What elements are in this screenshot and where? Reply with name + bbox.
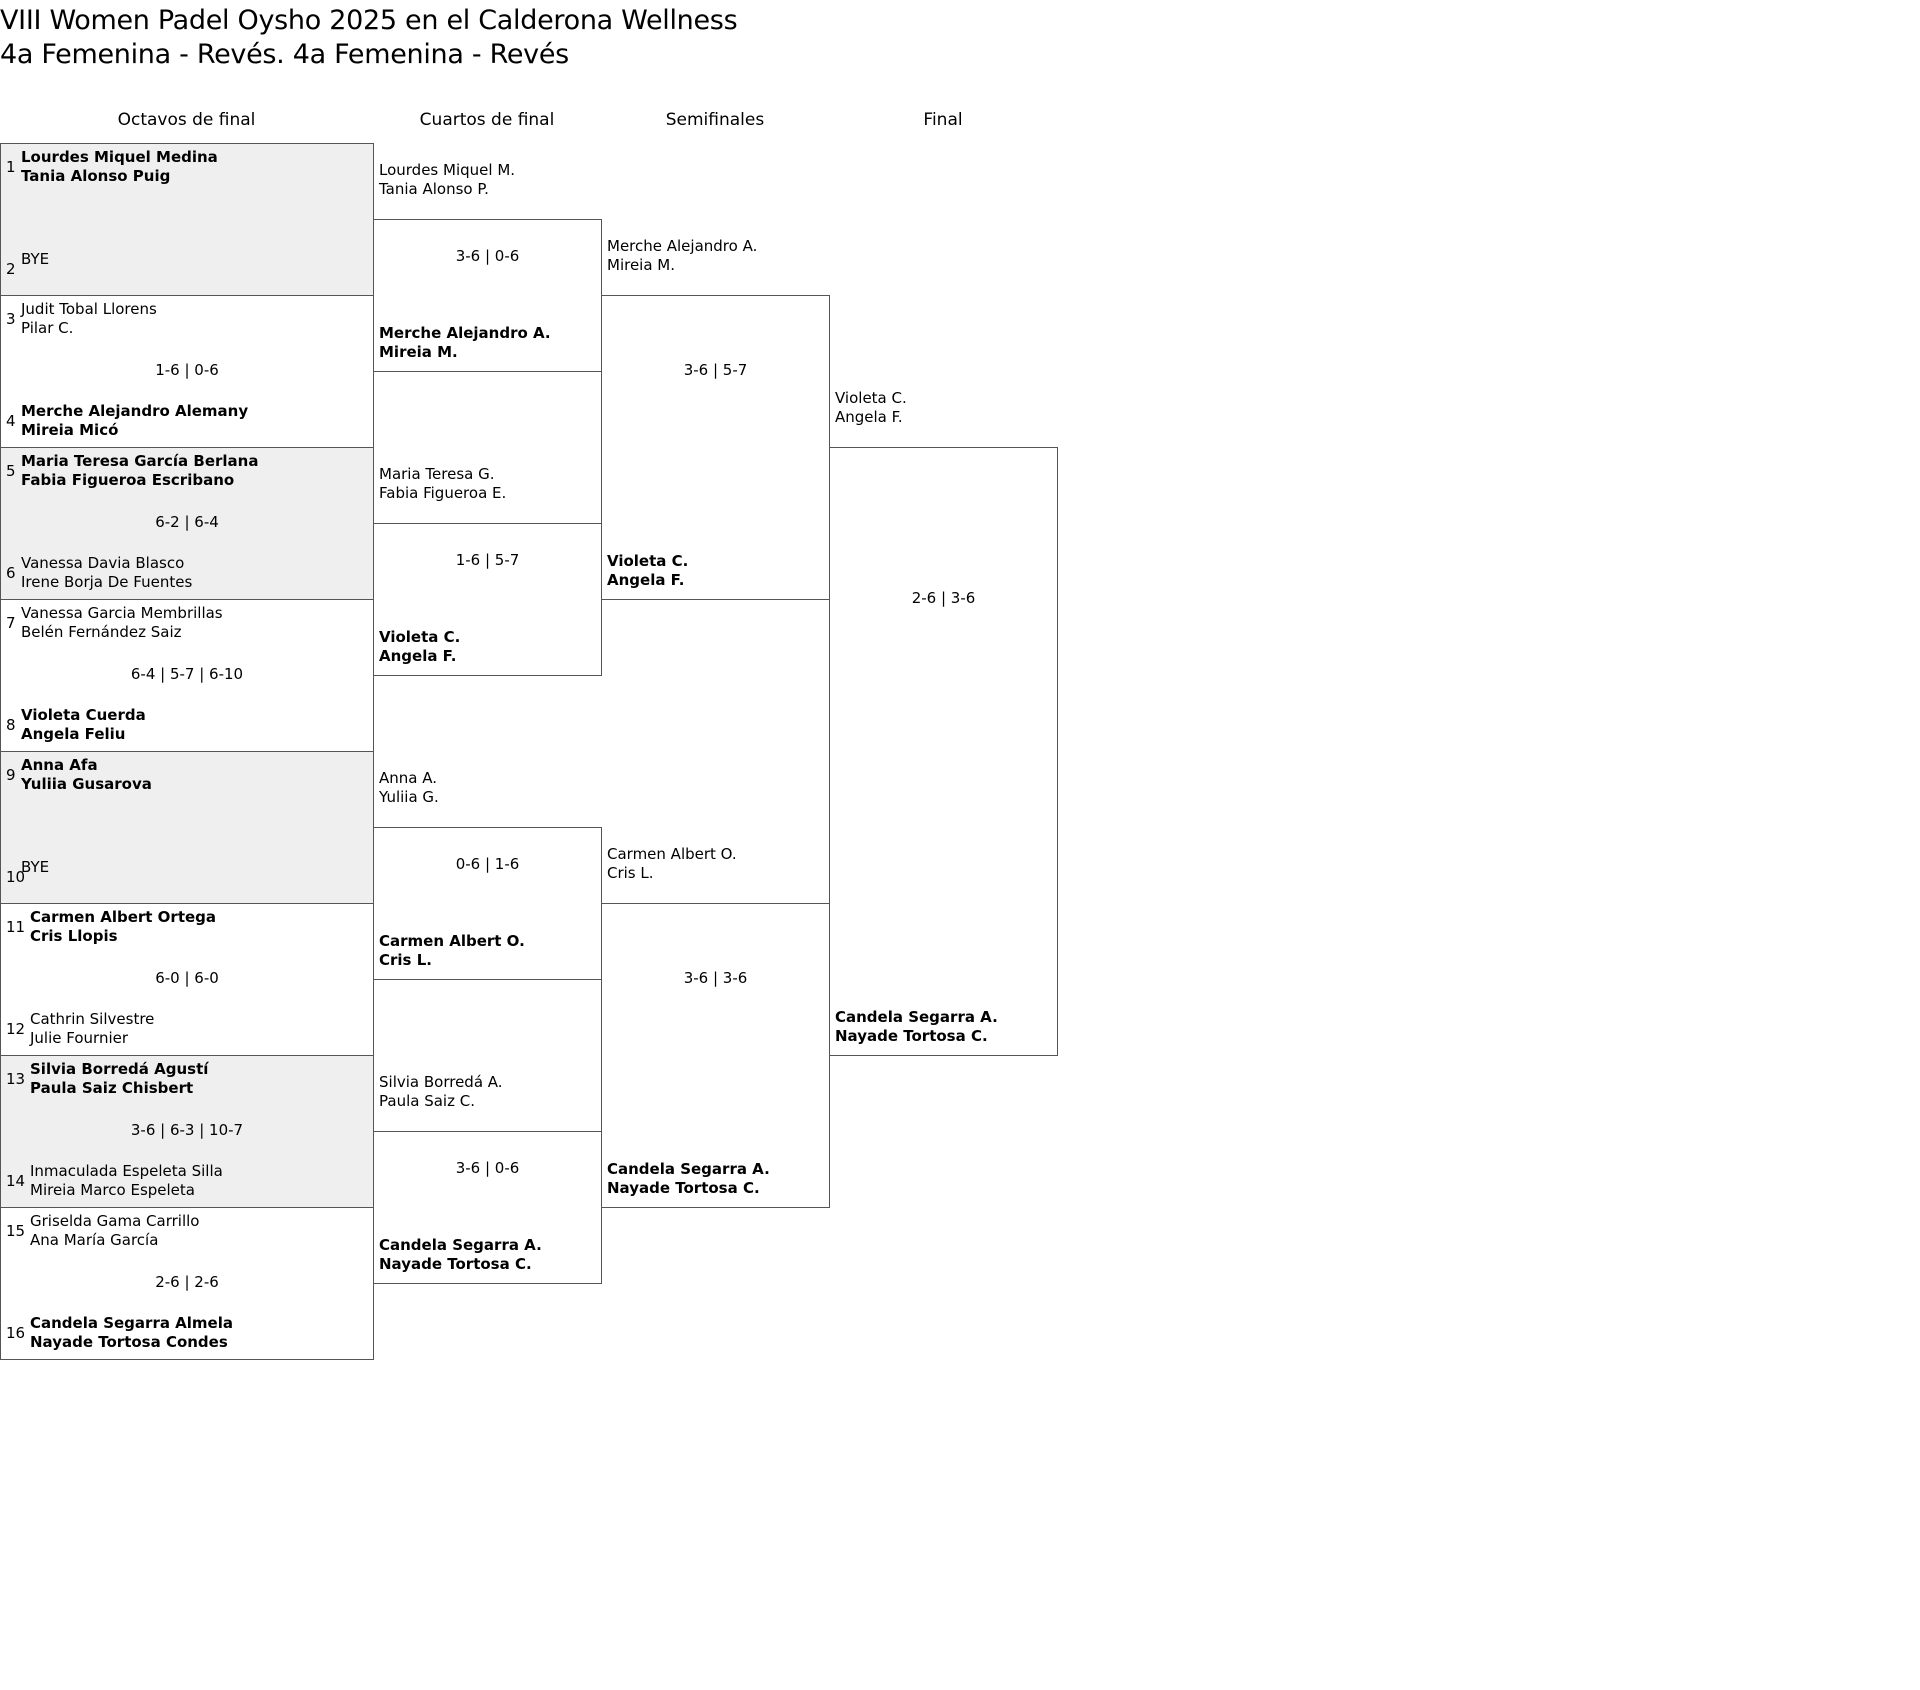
match-score: 3-6 | 0-6: [455, 1159, 520, 1177]
player-name: Julie Fournier: [30, 1029, 129, 1047]
team-bottom: [379, 324, 551, 362]
page-title: [0, 4, 737, 72]
team-top: [379, 465, 506, 503]
player-name: Maria Teresa G.: [379, 465, 495, 483]
player-name: Nayade Tortosa C.: [607, 1179, 760, 1197]
player-name: [21, 269, 49, 288]
player-name: Paula Saiz Chisbert: [30, 1079, 194, 1097]
match-score: 3-6 | 3-6: [683, 969, 748, 987]
match-score: 6-4 | 5-7 | 6-10: [130, 665, 244, 683]
round-header-sf: Semifinales: [665, 110, 765, 130]
player-name: Anna A.: [379, 769, 438, 787]
match-score: 1-6 | 0-6: [155, 361, 219, 379]
match-score: 6-0 | 6-0: [155, 969, 219, 987]
team-bottom: [21, 402, 248, 440]
player-name: Inmaculada Espeleta Silla: [30, 1162, 223, 1180]
team-top: [607, 845, 737, 883]
team-top: [379, 1073, 503, 1111]
player-name: Nayade Tortosa C.: [379, 1255, 532, 1273]
player-name: Angela F.: [835, 408, 903, 426]
player-name: Mireia M.: [379, 343, 458, 361]
player-name: BYE: [21, 858, 50, 876]
team-bottom: [30, 1010, 154, 1048]
player-name: Merche Alejandro Alemany: [21, 402, 249, 420]
seed-number: 4: [6, 412, 16, 430]
team-top: [21, 452, 258, 490]
seed-number: 5: [6, 462, 16, 480]
player-name: Tania Alonso P.: [379, 180, 489, 198]
team-bottom: [607, 1160, 770, 1198]
player-name: BYE: [21, 250, 50, 268]
team-top: [21, 300, 157, 338]
seed-number: 6: [6, 564, 16, 582]
team-bottom: [21, 554, 192, 592]
team-bottom: [379, 1236, 542, 1274]
player-name: Violeta C.: [607, 552, 689, 570]
player-name: Merche Alejandro A.: [607, 237, 758, 255]
seed-number: 15: [6, 1222, 26, 1240]
player-name: Candela Segarra A.: [835, 1008, 998, 1026]
player-name: Anna Afa: [21, 756, 98, 774]
team-bottom: [30, 1162, 223, 1200]
team-top: [30, 1212, 199, 1250]
team-bottom: [21, 858, 49, 896]
player-name: Silvia Borredá Agustí: [30, 1060, 209, 1078]
seed-number: 9: [6, 766, 16, 784]
seed-number: 10: [6, 868, 26, 886]
player-name: Pilar C.: [21, 319, 74, 337]
player-name: Lourdes Miquel Medina: [21, 148, 218, 166]
match-score: 3-6 | 6-3 | 10-7: [130, 1121, 244, 1139]
player-name: Maria Teresa García Berlana: [21, 452, 259, 470]
team-bottom: [21, 706, 146, 744]
player-name: Violeta Cuerda: [21, 706, 146, 724]
seed-number: 3: [6, 310, 16, 328]
player-name: [21, 877, 49, 896]
match-score: 0-6 | 1-6: [455, 855, 520, 873]
round-header-qf: Cuartos de final: [419, 110, 555, 130]
player-name: Violeta C.: [379, 628, 461, 646]
player-name: Cris L.: [607, 864, 654, 882]
player-name: Candela Segarra A.: [379, 1236, 542, 1254]
seed-number: 1: [6, 158, 16, 176]
tournament-title: VIII Women Padel Oysho 2025 en el Calderona Wellness: [0, 5, 738, 36]
team-top: [21, 756, 152, 794]
player-name: Vanessa Garcia Membrillas: [21, 604, 223, 622]
match-score: 2-6 | 2-6: [155, 1273, 219, 1291]
player-name: Carmen Albert O.: [379, 932, 525, 950]
team-top: [21, 604, 223, 642]
player-name: Angela Feliu: [21, 725, 126, 743]
match-score: 1-6 | 5-7: [455, 551, 520, 569]
team-bottom: [607, 552, 688, 590]
team-top: [607, 237, 757, 275]
player-name: Tania Alonso Puig: [21, 167, 171, 185]
player-name: Angela F.: [379, 647, 457, 665]
team-top: [379, 769, 439, 807]
player-name: Fabia Figueroa E.: [379, 484, 507, 502]
player-name: Belén Fernández Saiz: [21, 623, 182, 641]
seed-number: 7: [6, 614, 16, 632]
team-bottom: [21, 250, 49, 288]
player-name: Carmen Albert O.: [607, 845, 737, 863]
player-name: Silvia Borredá A.: [379, 1073, 503, 1091]
round-header-final: Final: [923, 110, 963, 130]
team-bottom: [379, 628, 460, 666]
seed-number: 13: [6, 1070, 26, 1088]
match-score: 6-2 | 6-4: [155, 513, 219, 531]
player-name: Cris L.: [379, 951, 432, 969]
match-score: 3-6 | 0-6: [455, 247, 520, 265]
player-name: Fabia Figueroa Escribano: [21, 471, 235, 489]
category-title: 4a Femenina - Revés. 4a Femenina - Revés: [0, 39, 569, 70]
player-name: Mireia M.: [607, 256, 676, 274]
seed-number: 12: [6, 1020, 26, 1038]
player-name: Yuliia G.: [379, 788, 439, 806]
player-name: Ana María García: [30, 1231, 159, 1249]
player-name: Paula Saiz C.: [379, 1092, 475, 1110]
player-name: Candela Segarra A.: [607, 1160, 770, 1178]
player-name: Vanessa Davia Blasco: [21, 554, 185, 572]
match-box-final[interactable]: [829, 447, 1058, 1056]
round-header-r16: Octavos de final: [117, 110, 256, 130]
player-name: Nayade Tortosa C.: [835, 1027, 988, 1045]
player-name: Angela F.: [607, 571, 685, 589]
team-top: [21, 148, 218, 186]
player-name: Judit Tobal Llorens: [21, 300, 157, 318]
player-name: Carmen Albert Ortega: [30, 908, 217, 926]
match-score: 2-6 | 3-6: [911, 589, 976, 607]
team-top: [379, 161, 515, 199]
seed-number: 8: [6, 716, 16, 734]
player-name: Nayade Tortosa Condes: [30, 1333, 228, 1351]
player-name: Yuliia Gusarova: [21, 775, 152, 793]
player-name: Lourdes Miquel M.: [379, 161, 516, 179]
player-name: Mireia Marco Espeleta: [30, 1181, 195, 1199]
player-name: Cris Llopis: [30, 927, 118, 945]
team-top: [835, 389, 907, 427]
seed-number: 11: [6, 918, 26, 936]
team-bottom: [30, 1314, 233, 1352]
player-name: Violeta C.: [835, 389, 907, 407]
player-name: Merche Alejandro A.: [379, 324, 551, 342]
player-name: Irene Borja De Fuentes: [21, 573, 193, 591]
team-bottom: [379, 932, 525, 970]
player-name: Cathrin Silvestre: [30, 1010, 155, 1028]
team-bottom: [835, 1008, 998, 1046]
team-top: [30, 1060, 208, 1098]
seed-number: 16: [6, 1324, 26, 1342]
player-name: Candela Segarra Almela: [30, 1314, 233, 1332]
team-top: [30, 908, 216, 946]
seed-number: 2: [6, 260, 16, 278]
player-name: Griselda Gama Carrillo: [30, 1212, 200, 1230]
match-score: 3-6 | 5-7: [683, 361, 748, 379]
player-name: Mireia Micó: [21, 421, 119, 439]
seed-number: 14: [6, 1172, 26, 1190]
